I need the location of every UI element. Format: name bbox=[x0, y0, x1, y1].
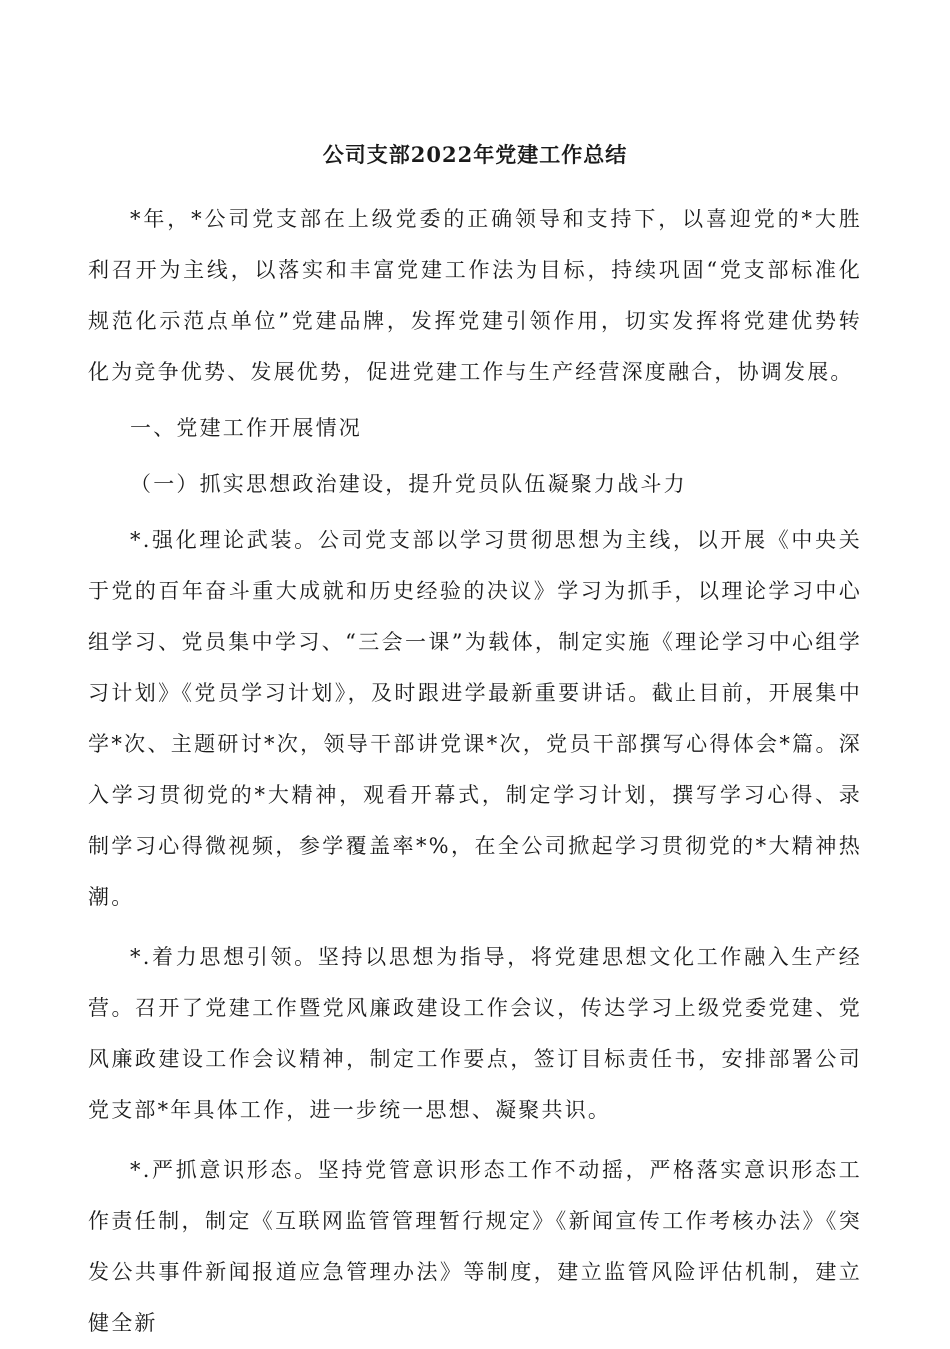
paragraph-intro: *年，*公司党支部在上级党委的正确领导和支持下，以喜迎党的*大胜利召开为主线，以落实和丰富党建工作法为目标，持续巩固“党支部标准化规范化示范点单位”党建品牌，发挥党建引领作用，切实发挥将党建优势转化为竞争优势、发展优势，促进党建工作与生产经营深度融合，协调发展。 bbox=[88, 207, 862, 384]
paragraph-thought-guidance: *.着力思想引领。坚持以思想为指导，将党建思想文化工作融入生产经营。召开了党建工作暨党风廉政建设工作会议，传达学习上级党委党建、党风廉政建设工作会议精神，制定工作要点，签订目标责任书，安排部署公司党支部*年具体工作，进一步统一思想、凝聚共识。 bbox=[88, 945, 862, 1122]
paragraph-ideology: *.严抓意识形态。坚持党管意识形态工作不动摇，严格落实意识形态工作责任制，制定《互联网监管管理暂行规定》《新闻宣传工作考核办法》《突发公共事件新闻报道应急管理办法》等制度，建立监管风险评估机制，建立健全新 bbox=[88, 1158, 862, 1335]
paragraph-theory-study: *.强化理论武装。公司党支部以学习贯彻思想为主线，以开展《中央关于党的百年奋斗重大成就和历史经验的决议》学习为抓手，以理论学习中心组学习、党员集中学习、“三会一课”为载体，制定实施《理论学习中心组学习计划》《党员学习计划》，及时跟进学最新重要讲话。截止目前，开展集中学*次、主题研讨*次，领导干部讲党课*次，党员干部撰写心得体会*篇。深入学习贯彻党的*大精神，观看开幕式，制定学习计划，撰写学习心得、录制学习心得微视频，参学覆盖率*%，在全公司掀起学习贯彻党的*大精神热潮。 bbox=[88, 528, 862, 909]
subsection-heading-1: （一）抓实思想政治建设，提升党员队伍凝聚力战斗力 bbox=[130, 472, 687, 496]
document-page bbox=[88, 140, 862, 1349]
document-title: 公司支部2022年党建工作总结 bbox=[322, 142, 628, 167]
section-heading-1: 一、党建工作开展情况 bbox=[130, 416, 362, 440]
